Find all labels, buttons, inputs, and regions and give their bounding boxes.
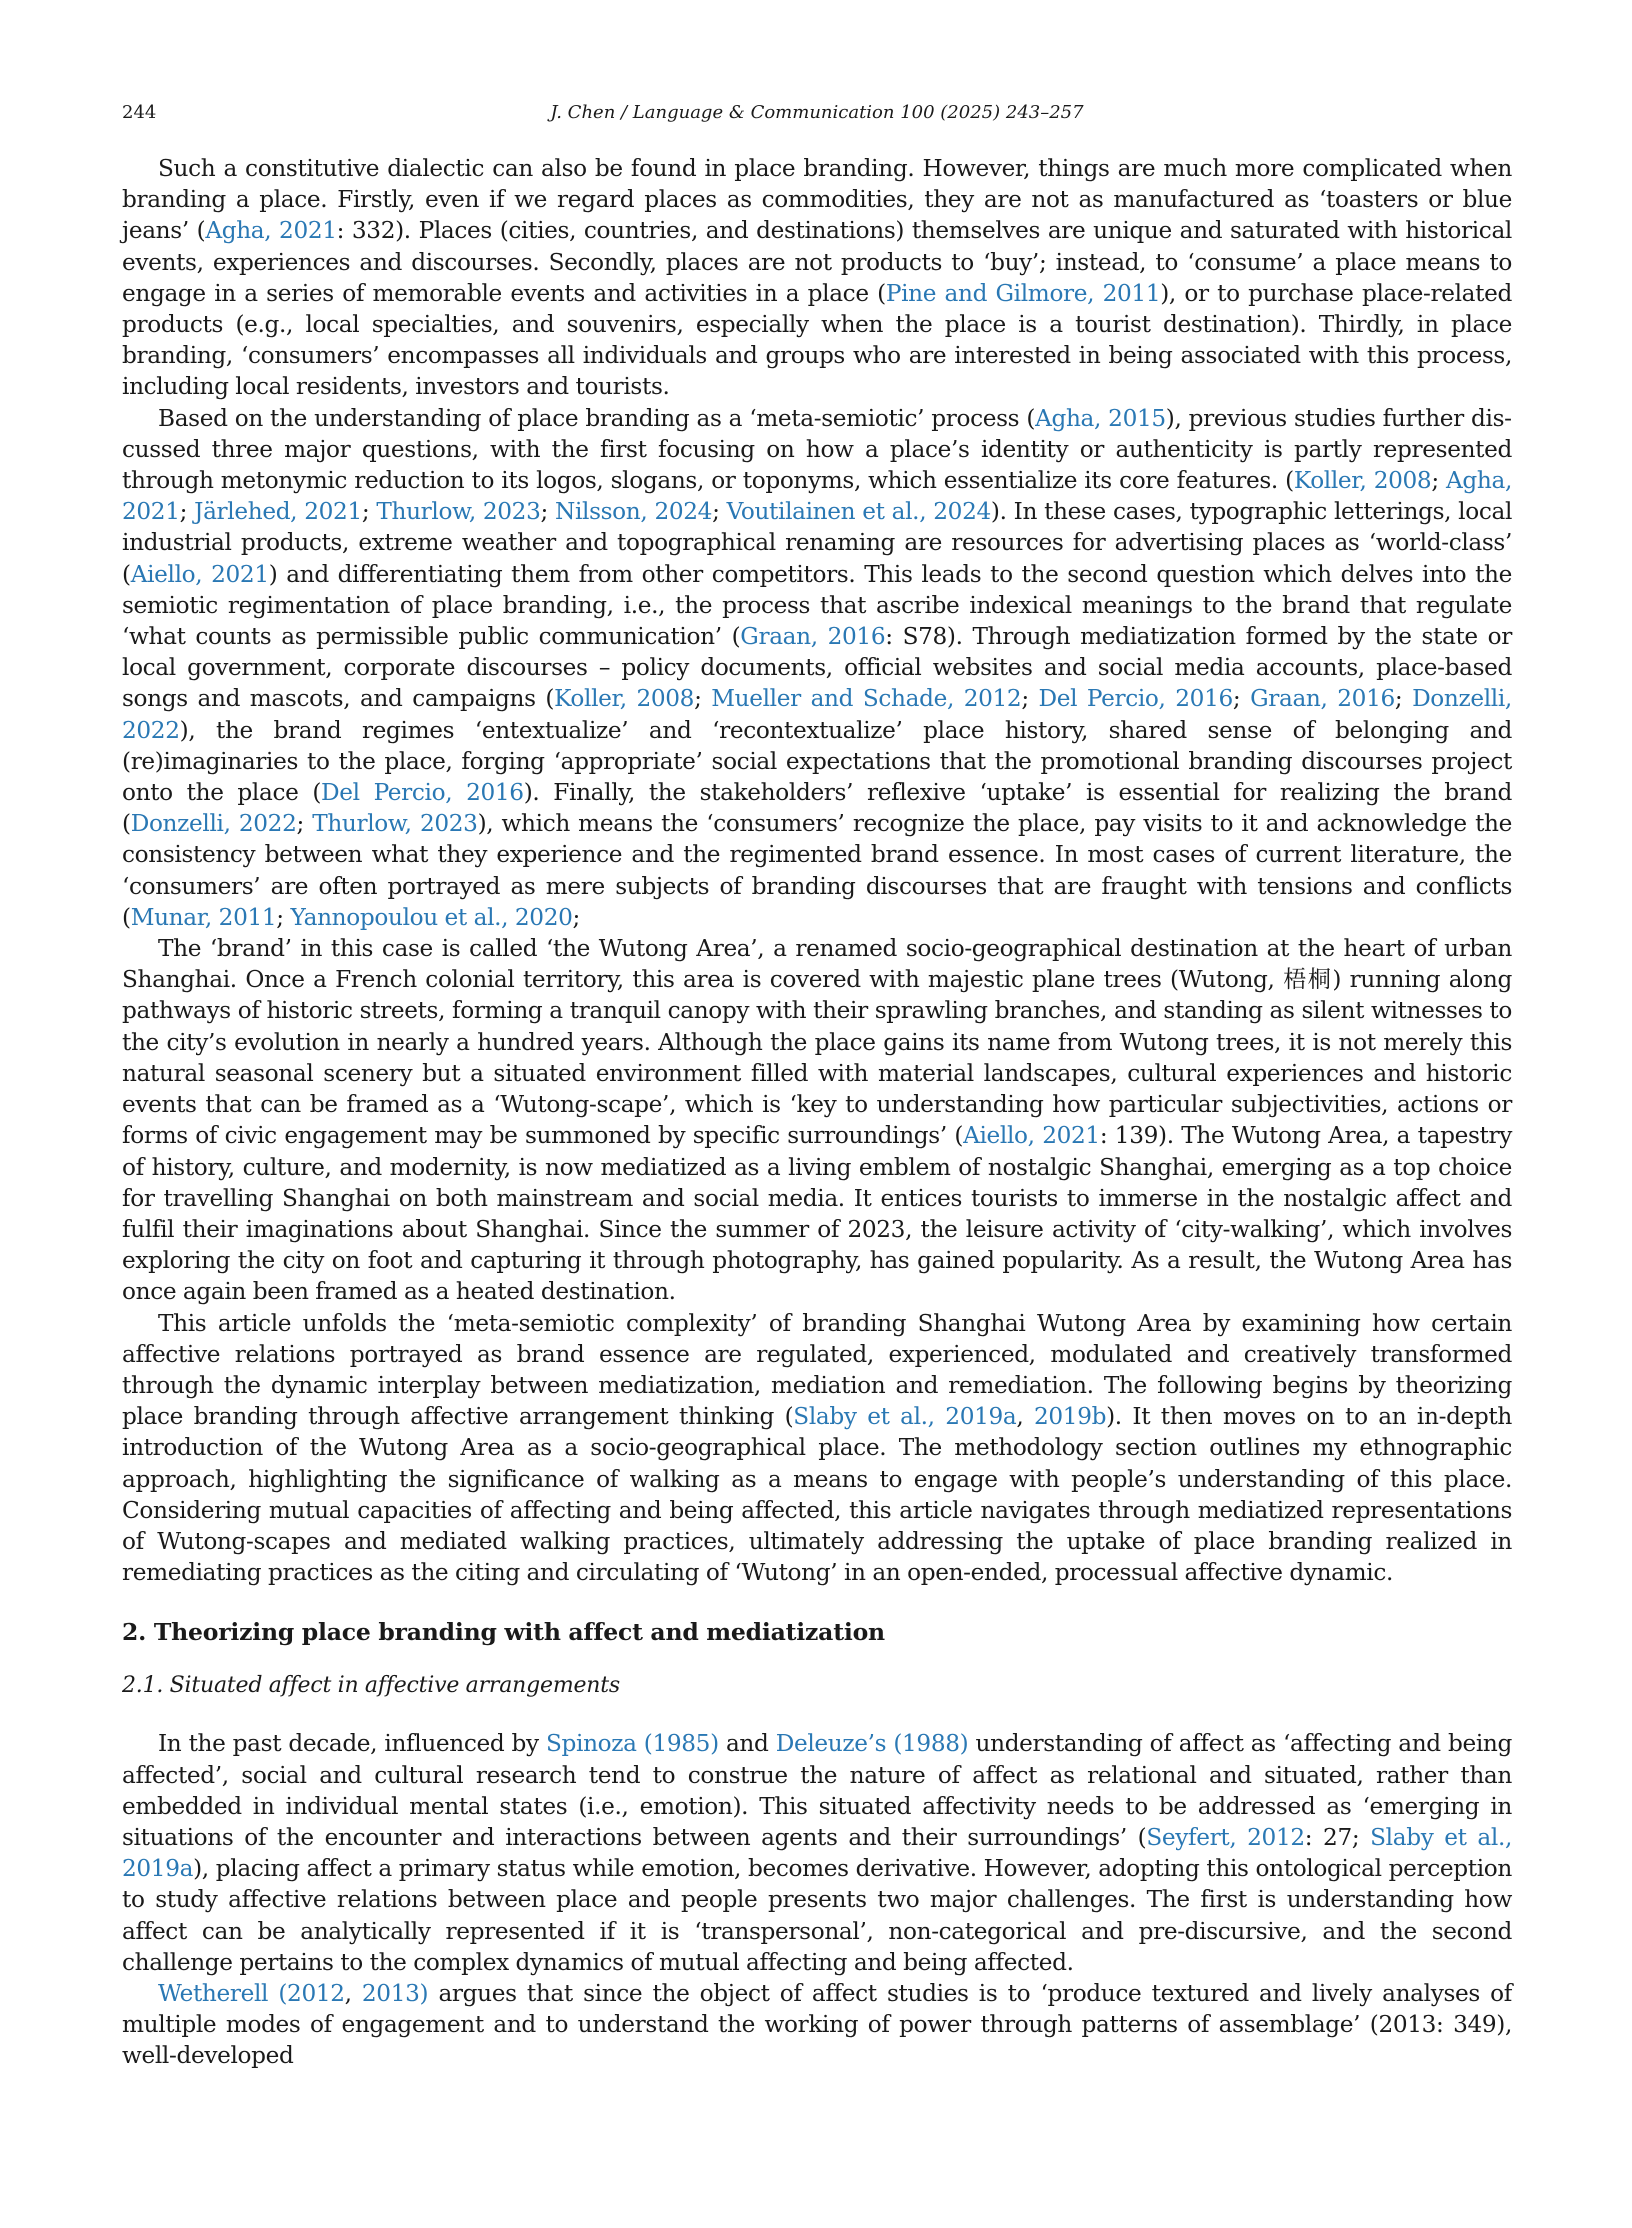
- paragraph-text: understanding of affect as ‘affecting and being affected’, social and cultural research tend to construe the nature of affect as relational and situated, rather than embedded in individual mental states (i.e., emotion). This situated affectivity needs to be addressed as ‘emerging in situations of the encounter and interactions between agents and their surroundings’ (: [122, 1730, 1512, 1851]
- citation-link[interactable]: Aiello, 2021: [963, 1122, 1100, 1150]
- paragraph-text: ), which means the ‘consumers’ recognize the place, pay visits to it and acknowledge the consistency between what they experience and the regimented brand essence. In most cases of current literature, the ‘consumers’ are often portrayed as mere subjects of branding discourses that are fraught with tensions and conflicts (: [122, 810, 1512, 931]
- citation-link[interactable]: Aiello, 2021: [130, 560, 269, 588]
- section-heading: 2. Theorizing place branding with affect and mediatization: [122, 1618, 885, 1647]
- paragraph-text: ;: [694, 685, 712, 713]
- paragraph-article-outline: [122, 1308, 1512, 1589]
- citation-link[interactable]: Munar, 2011: [130, 903, 277, 931]
- paragraph-text: Based on the understanding of place branding as a ‘meta-semiotic’ process (: [158, 404, 1036, 432]
- citation-link[interactable]: Slaby et al., 2019a: [793, 1403, 1017, 1431]
- citation-link[interactable]: Thurlow, 2023: [376, 498, 541, 526]
- citation-link[interactable]: Seyfert, 2012: [1146, 1823, 1305, 1851]
- citation-link[interactable]: Donzelli, 2022: [130, 810, 297, 838]
- paragraph-text: ;: [361, 498, 377, 526]
- paragraph-text: ) and differentiating them from other competitors. This leads to the second question which delves into the semiotic regimentation of place branding, i.e., the process that ascribe indexical meanings to the brand that regulate ‘what counts as permissible public communication’ (: [122, 560, 1512, 651]
- paragraph-text: ;: [1431, 467, 1447, 495]
- citation-link[interactable]: Del Percio, 2016: [1038, 685, 1233, 713]
- citation-link[interactable]: Agha, 2021: [122, 467, 1512, 526]
- citation-link[interactable]: Koller, 2008: [1293, 467, 1432, 495]
- paragraph-text: ;: [296, 810, 313, 838]
- citation-link[interactable]: Graan, 2016: [1250, 685, 1395, 713]
- paragraph-text: In the past decade, influenced by: [158, 1730, 546, 1758]
- citation-link[interactable]: Del Percio, 2016: [321, 779, 524, 807]
- paragraph-text: ;: [179, 498, 195, 526]
- subsection-heading: 2.1. Situated affect in affective arrangements: [122, 1673, 620, 1699]
- paragraph-text: : S78). Through mediatization formed by the state or local government, corporate discourses – policy documents, official websites and social media accounts, place-based songs and mascots, and campaigns (: [122, 623, 1512, 713]
- paragraph-text: The ‘brand’ in this case is called ‘the Wutong Area’, a renamed socio-geographical destination at the heart of urban Shanghai. Once a French colonial territory, this area is covered with majestic plane trees (Wutong, 梧桐) running along pathways of historic streets, forming a tranquil canopy with their sprawling branches, and standing as silent witnesses to the city’s evolution in nearly a hundred years. Although the place gains its name from Wutong trees, it is not merely this natural seasonal scenery but a situated environment filled with material landscapes, cultural experiences and historic events that can be framed as a ‘Wutong-scape’, which is ‘key to understanding how particular subjectivities, actions or forms of civic engagement may be summoned by specific surroundings’ (: [122, 935, 1512, 1150]
- citation-link[interactable]: Spinoza (1985): [545, 1730, 719, 1758]
- paragraph-situated-affect: [122, 1728, 1512, 1978]
- paragraph-text: ;: [540, 498, 556, 526]
- citation-link[interactable]: Järlehed, 2021: [194, 498, 362, 526]
- paragraph-text: and: [718, 1730, 776, 1758]
- paragraph-text: : 139). The Wutong Area, a tapestry of history, culture, and modernity, is now mediatized as a living emblem of nostalgic Shanghai, emerging as a top choice for travelling Shanghai on both mainstream and social media. It entices tourists to immerse in the nostalgic affect and fulfil their imaginations about Shanghai. Since the summer of 2023, the leisure activity of ‘city-walking’, which involves exploring the city on foot and capturing it through photography, has gained popularity. As a result, the Wutong Area has once again been framed as a heated destination.: [122, 1122, 1512, 1306]
- paragraph-text: ,: [1016, 1403, 1034, 1431]
- paragraph-text: ;: [1232, 685, 1251, 713]
- citation-link[interactable]: Yannopoulou et al., 2020: [290, 903, 573, 931]
- paragraph-text: : 332). Places (cities, countries, and destinations) themselves are unique and saturated with historical events, experiences and discourses. Secondly, places are not products to ‘buy’; instead, to ‘consume’ a place means to engage in a series of memorable events and activities in a place (: [122, 217, 1512, 307]
- paragraph-text: ). Finally, the stakeholders’ reflexive ‘uptake’ is essential for realizing the brand (: [122, 779, 1512, 838]
- heading-spacer: [122, 1706, 1512, 1728]
- citation-link[interactable]: Wetherell (2012: [158, 1979, 345, 2007]
- citation-link[interactable]: Pine and Gilmore, 2011: [885, 279, 1161, 307]
- paragraph-place-branding-dialectic: [122, 153, 1512, 403]
- citation-link[interactable]: Thurlow, 2023: [312, 810, 478, 838]
- citation-link[interactable]: Nilsson, 2024: [555, 498, 713, 526]
- paragraph-text: ,: [344, 1979, 362, 2007]
- citation-link[interactable]: Donzelli, 2022: [122, 685, 1512, 744]
- paragraph-text: : 27;: [1304, 1823, 1371, 1851]
- paragraph-text: Such a constitutive dialectic can also be found in place branding. However, things are much more complicated when branding a place. Firstly, even if we regard places as commodities, they are not as manufactured as ‘toasters or blue jeans’ (: [122, 155, 1512, 245]
- page-number: 244: [122, 102, 157, 123]
- paragraph-wutong-area-intro: [122, 933, 1512, 1307]
- paragraph-text: This article unfolds the ‘meta-semiotic complexity’ of branding Shanghai Wutong Area by examining how certain affective relations portrayed as brand essence are regulated, experienced, modulated and creatively transformed through the dynamic interplay between mediatization, mediation and remediation. The following begins by theorizing place branding through affective arrangement thinking (: [122, 1309, 1512, 1431]
- paragraph-text: ), placing affect a primary status while emotion, becomes derivative. However, adopting this ontological perception to study affective relations between place and people presents two major challenges. The first is understanding how affect can be analytically represented if it is ‘transpersonal’, non-categorical and pre-discursive, and the second challenge pertains to the complex dynamics of mutual affecting and being affected.: [122, 1855, 1512, 1976]
- paragraph-text: ;: [276, 903, 291, 931]
- citation-link[interactable]: Mueller and Schade, 2012: [711, 685, 1022, 713]
- citation-link[interactable]: Graan, 2016: [740, 623, 886, 651]
- paragraph-wetherell: [122, 1978, 1512, 2072]
- paragraph-text: ), or to purchase place-related products (e.g., local specialties, and souvenirs, especially when the place is a tourist destination). Thirdly, in place branding, ‘consumers’ encompasses all individuals and groups who are interested in being associated with this process, including local residents, investors and tourists.: [122, 279, 1512, 401]
- article-body: [122, 153, 1512, 2072]
- paragraph-text: ), the brand regimes ‘entextualize’ and ‘recontextualize’ place history, shared sense of belonging and (re)imaginaries to the place, forging ‘appropriate’ social expectations that the promotional branding discourses project onto the place (: [122, 716, 1512, 807]
- citation-link[interactable]: Deleuze’s (1988): [775, 1730, 969, 1758]
- citation-link[interactable]: Voutilainen et al., 2024: [726, 498, 991, 526]
- journal-reference: J. Chen / Language & Communication 100 (2025) 243–257: [550, 102, 1084, 123]
- paragraph-text: ;: [572, 903, 580, 931]
- paragraph-text: ;: [1021, 685, 1039, 713]
- paragraph-text: ), previous studies further discussed three major questions, with the first focusing on how a place’s identity or authenticity is partly represented through metonymic reduction to its logos, slogans, or toponyms, which essentialize its core features. (: [122, 404, 1512, 495]
- citation-link[interactable]: 2019b: [1033, 1403, 1107, 1431]
- citation-link[interactable]: Koller, 2008: [554, 685, 695, 713]
- paragraph-meta-semiotic-process: [122, 403, 1512, 933]
- paragraph-text: ;: [712, 498, 727, 526]
- citation-link[interactable]: Slaby et al., 2019a: [122, 1823, 1512, 1883]
- citation-link[interactable]: 2013): [361, 1979, 429, 2007]
- paragraph-text: ). It then moves on to an in-depth introduction of the Wutong Area as a socio-geographical place. The methodology section outlines my ethnographic approach, highlighting the significance of walking as a means to engage with people’s understanding of this place. Considering mutual capacities of affecting and being affected, this article navigates through mediatized representations of Wutong-scapes and mediated walking practices, ultimately addressing the uptake of place branding realized in remediating practices as the citing and circulating of ‘Wutong’ in an open-ended, processual affective dynamic.: [122, 1403, 1512, 1587]
- paragraph-text: ). In these cases, typographic letterings, local industrial products, extreme weather and topographical renaming are resources for advertising places as ‘world-class’ (: [122, 498, 1513, 588]
- running-head: [122, 100, 1512, 126]
- paragraph-text: argues that since the object of affect studies is to ‘produce textured and lively analyses of multiple modes of engagement and to understand the working of power through patterns of assemblage’ (2013: 349), well-developed: [122, 1979, 1512, 2070]
- citation-link[interactable]: Agha, 2021: [205, 217, 337, 245]
- citation-link[interactable]: Agha, 2015: [1035, 404, 1166, 432]
- paragraph-text: ;: [1394, 685, 1413, 713]
